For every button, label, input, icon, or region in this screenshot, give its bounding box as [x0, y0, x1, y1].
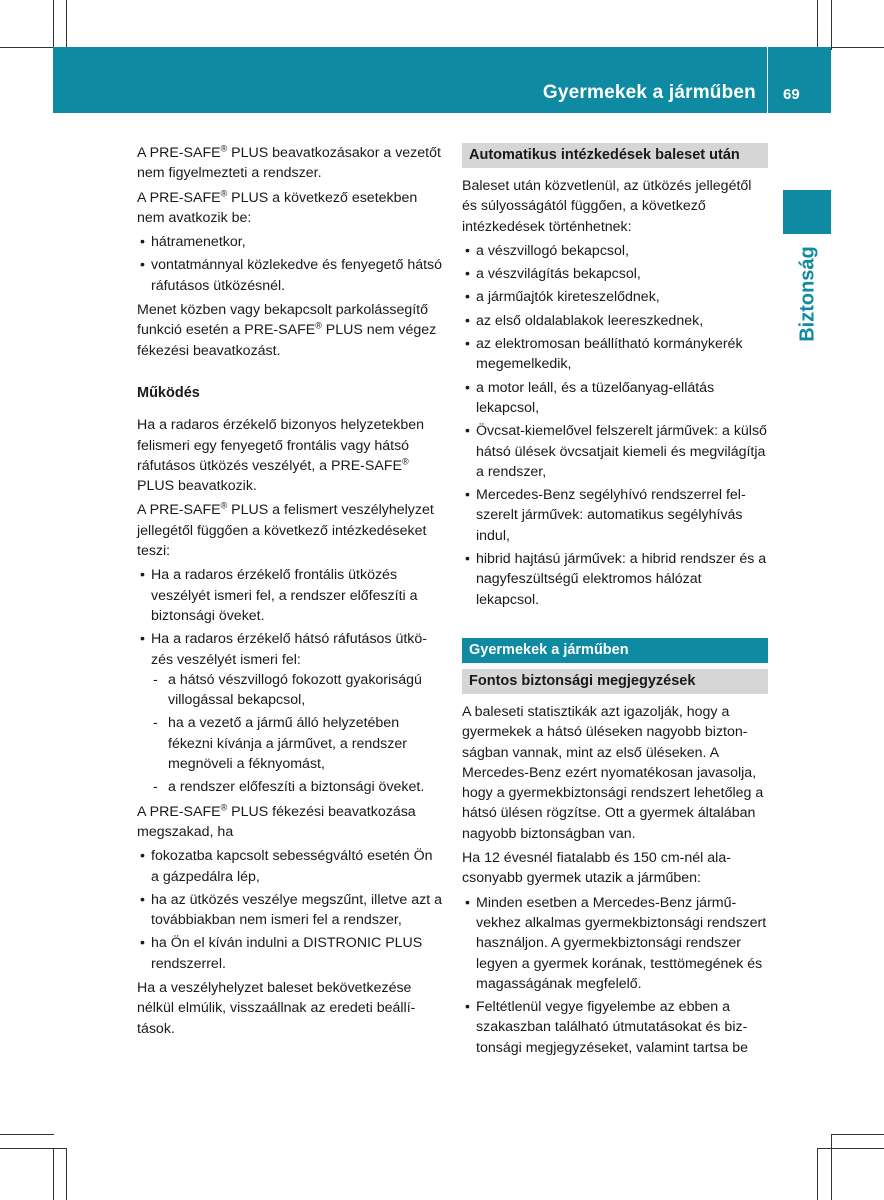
- paragraph: Baleset után közvetlenül, az ütközés jellegétől és súlyosságától függően, a következő intézkedések történhetnek:: [462, 178, 752, 235]
- section-heading: Működés: [137, 384, 200, 401]
- list-item: • Ha a radaros érzékelő frontális ütközés veszélyét ismeri fel, a rendszer előfeszíti a biztonsági öveket.: [137, 565, 443, 626]
- paragraph: A baleseti statisztikák azt igazolják, hogy a gyermekek a hátsó üléseken nagyobb biztonságban vannak, mint az első üléseken. A Mercedes-Benz ezért nyomatékosan javasolja, hogy a gyermekbiztonsági rendszert lehetőleg a hátsó ülésen rögzítse. Ott a gyermek általában nagyobb biztonságban van.: [462, 703, 764, 842]
- list-item: • a motor leáll, és a tüzelőanyag-ellátás lekapcsol,: [462, 378, 768, 419]
- bullet-list: [137, 565, 443, 797]
- crop-mark: [66, 1148, 67, 1200]
- list-item: • az első oldalablakok leereszkednek,: [462, 311, 768, 331]
- list-item: • fokozatba kapcsolt sebességváltó esetén Ön a gázpedálra lép,: [137, 846, 443, 887]
- list-item: • ha Ön el kíván indulni a DISTRONIC PLUS rendszerrel.: [137, 933, 443, 974]
- list-item: • a vészvillogó bekapcsol,: [462, 241, 768, 261]
- list-item: • Övcsat-kiemelővel felszerelt járművek: a külső hátsó ülések övcsatjait kiemeli és megvilágítja a rendszer,: [462, 421, 768, 482]
- dash-list: [151, 670, 443, 798]
- dash-item: - a rendszer előfeszíti a biztonsági öveket.: [151, 777, 443, 797]
- crop-mark: [831, 1134, 832, 1200]
- side-tab: [778, 244, 838, 344]
- crop-mark: [831, 0, 832, 50]
- paragraph: Ha a veszélyhelyzet baleset bekövetkezése nélkül elmúlik, visszaállnak az eredeti beállítások.: [137, 979, 416, 1037]
- paragraph: A PRE-SAFE® PLUS beavatkozásakor a vezetőt nem figyelmezteti a rendszer.: [137, 143, 441, 182]
- paragraph: Ha 12 évesnél fiatalabb és 150 cm-nél alacsonyabb gyermek utazik a járműben:: [462, 850, 731, 887]
- crop-mark: [817, 1148, 818, 1200]
- page-number: 69: [783, 86, 800, 103]
- list-item: • hátramenetkor,: [137, 232, 443, 252]
- bullet-list: [137, 232, 443, 296]
- list-item: • vontatmánnyal közlekedve és fenyegető hátsó ráfutásos ütközésnél.: [137, 255, 443, 296]
- crop-mark: [66, 0, 67, 50]
- header-divider: [767, 47, 768, 113]
- list-item: [137, 629, 443, 797]
- list-item: • a vészvilágítás bekapcsol,: [462, 264, 768, 284]
- side-tab-block: [783, 190, 831, 234]
- subsection-heading: Fontos biztonsági megjegyzések: [462, 669, 768, 694]
- crop-mark: [817, 0, 818, 50]
- list-item: • a járműajtók kireteszelődnek,: [462, 287, 768, 307]
- list-item-text: Ha a radaros érzékelő hátsó ráfutásos ütközés veszélyét ismeri fel:: [151, 631, 428, 668]
- crop-mark: [0, 1134, 54, 1135]
- left-column: [137, 143, 443, 1043]
- list-item: • hibrid hajtású járművek: a hibrid rendszer és a nagyfeszültségű elektromos hálózat lekapcsol.: [462, 549, 768, 610]
- list-item: • az elektromosan beállítható kormánykerék megemelkedik,: [462, 334, 768, 375]
- dash-item: - a hátsó vészvillogó fokozott gyakoriságú villogással bekapcsol,: [151, 670, 443, 711]
- crop-mark: [53, 0, 54, 50]
- paragraph: Menet közben vagy bekapcsolt parkolássegítő funkció esetén a PRE-SAFE® PLUS nem végez fékezési beavatkozást.: [137, 302, 437, 359]
- list-item: • Mercedes-Benz segélyhívó rendszerrel felszerelt járművek: automatikus segélyhívás indul,: [462, 485, 768, 546]
- crop-mark: [0, 1148, 66, 1149]
- crop-mark: [817, 1148, 884, 1149]
- side-tab-label: Biztonság: [796, 246, 819, 342]
- paragraph: A PRE-SAFE® PLUS a következő esetekben nem avatkozik be:: [137, 187, 418, 226]
- paragraph: A PRE-SAFE® PLUS fékezési beavatkozása megszakad, ha: [137, 801, 416, 840]
- dash-item: - ha a vezető a jármű álló helyzetében fékezni kívánja a járművet, a rendszer megnöveli a féknyomást,: [151, 713, 443, 774]
- paragraph: A PRE-SAFE® PLUS a felismert veszélyhelyzet jellegétől függően a következő intézkedéseket teszi:: [137, 500, 434, 560]
- list-item: • ha az ütközés veszélye megszűnt, illetve azt a továbbiakban nem ismeri fel a rendszer,: [137, 890, 443, 931]
- bullet-list: [137, 846, 443, 974]
- section-heading: Automatikus intézkedések baleset után: [462, 143, 768, 168]
- section-heading: Gyermekek a járműben: [462, 638, 768, 663]
- list-item: • Minden esetben a Mercedes-Benz járművekhez alkalmas gyermekbiztonsági rendszert használjon. A gyermekbiztonsági rendszer legyen a gyermek korának, testtömegének és magasságának megfelelő.: [462, 893, 768, 994]
- bullet-list: [462, 893, 768, 1058]
- list-item: • Feltétlenül vegye figyelembe az ebben a szakaszban található útmutatásokat és biztonsági megjegyzéseket, valamint tartsa be: [462, 997, 768, 1058]
- right-column: [462, 143, 768, 1062]
- page-title: Gyermekek a járműben: [542, 82, 756, 103]
- crop-mark: [53, 1148, 54, 1200]
- paragraph: Ha a radaros érzékelő bizonyos helyzetekben felismeri egy fenyegető frontális vagy hátsó ráfutásos ütközés veszélyét, a PRE-SAFE® PLUS beavatkozik.: [137, 417, 425, 495]
- crop-mark: [831, 1134, 884, 1135]
- bullet-list: [462, 241, 768, 610]
